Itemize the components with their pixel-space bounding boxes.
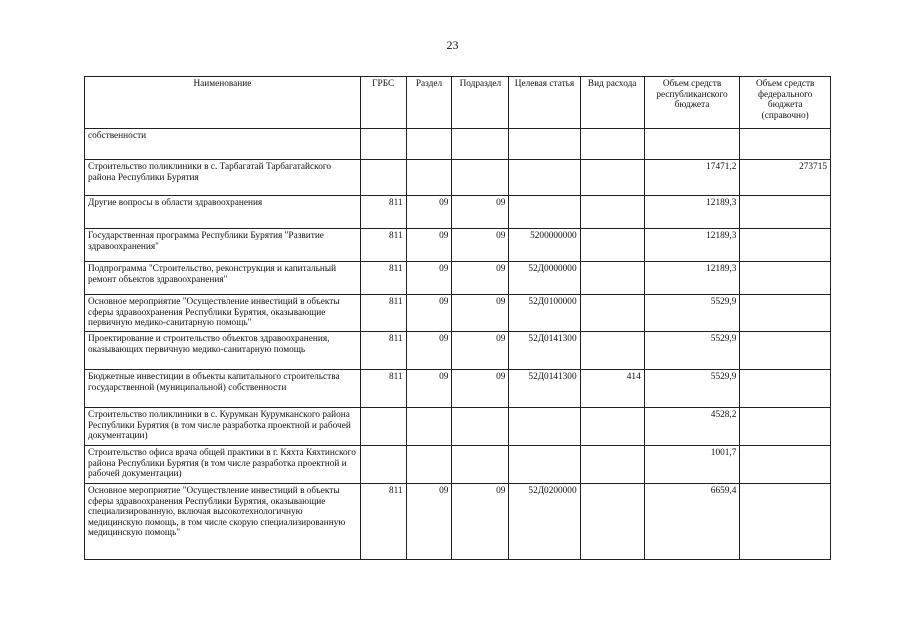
cell-target [509,196,580,229]
cell-name: Строительство поликлиники в с. Тарбагатай Тарбагатайского района Республики Бурятия [85,160,361,196]
table-row [85,370,831,408]
table-row [85,229,831,262]
cell-vid [580,129,644,160]
cell-grbs: 811 [360,196,406,229]
cell-podrazdel: 09 [452,484,509,560]
header-podrazdel: Подраздел [452,77,509,129]
cell-federal-budget [740,129,831,160]
header-vid: Вид расхода [580,77,644,129]
cell-podrazdel [452,129,509,160]
cell-federal-budget [740,484,831,560]
cell-name: Строительство офиса врача общей практики в г. Кяхта Кяхтинского района Республики Бурятия (в том числе разработка проектной и рабочей документации) [85,446,361,484]
table-row [85,160,831,196]
table-row [85,332,831,370]
cell-name: собственности [85,129,361,160]
cell-podrazdel: 09 [452,332,509,370]
page-number: 23 [446,38,459,52]
cell-razdel: 09 [406,262,452,295]
cell-republic-budget: 5529,9 [644,332,740,370]
cell-razdel: 09 [406,484,452,560]
table-row [85,196,831,229]
cell-podrazdel [452,160,509,196]
cell-podrazdel [452,408,509,446]
cell-grbs [360,408,406,446]
cell-podrazdel: 09 [452,370,509,408]
cell-grbs: 811 [360,332,406,370]
cell-republic-budget: 1001,7 [644,446,740,484]
cell-republic-budget: 12189,3 [644,196,740,229]
cell-vid [580,262,644,295]
cell-target: 52Д0200000 [509,484,580,560]
cell-federal-budget [740,370,831,408]
cell-grbs: 811 [360,295,406,332]
table-row [85,484,831,560]
cell-republic-budget: 4528,2 [644,408,740,446]
cell-federal-budget [740,262,831,295]
cell-razdel [406,446,452,484]
cell-vid [580,295,644,332]
cell-target: 52Д0000000 [509,262,580,295]
cell-grbs: 811 [360,229,406,262]
cell-vid [580,408,644,446]
cell-name: Государственная программа Республики Бурятия "Развитие здравоохранения" [85,229,361,262]
cell-podrazdel: 09 [452,295,509,332]
cell-name: Основное мероприятие "Осуществление инвестиций в объекты сферы здравоохранения Республики Бурятия, оказывающие специализированную, включая высокотехнологичную медицинскую помощь, в том числе скорую специализированную медицинскую помощь" [85,484,361,560]
cell-target: 52Д0141300 [509,370,580,408]
cell-vid [580,196,644,229]
cell-vid [580,446,644,484]
table-row [85,408,831,446]
cell-grbs [360,446,406,484]
cell-vid [580,484,644,560]
cell-target [509,129,580,160]
cell-grbs [360,129,406,160]
cell-name: Подпрограмма "Строительство, реконструкция и капитальный ремонт объектов здравоохранения" [85,262,361,295]
cell-federal-budget [740,332,831,370]
cell-target [509,446,580,484]
table-row [85,262,831,295]
cell-republic-budget: 12189,3 [644,262,740,295]
table-row [85,295,831,332]
header-republic-budget: Объем средств республиканского бюджета [644,77,740,129]
cell-target: 5200000000 [509,229,580,262]
header-razdel: Раздел [406,77,452,129]
cell-vid [580,229,644,262]
cell-podrazdel: 09 [452,196,509,229]
cell-razdel [406,408,452,446]
cell-razdel: 09 [406,196,452,229]
cell-grbs: 811 [360,484,406,560]
header-federal-budget: Объем средств федерального бюджета (справочно) [740,77,831,129]
cell-republic-budget [644,129,740,160]
cell-republic-budget: 17471,2 [644,160,740,196]
cell-razdel: 09 [406,332,452,370]
cell-grbs: 811 [360,262,406,295]
budget-table [84,76,831,560]
cell-name: Основное мероприятие "Осуществление инвестиций в объекты сферы здравоохранения Республики Бурятия, оказывающие первичную медико-санитарную помощь" [85,295,361,332]
cell-razdel: 09 [406,370,452,408]
cell-republic-budget: 5529,9 [644,295,740,332]
header-grbs: ГРБС [360,77,406,129]
cell-vid [580,332,644,370]
cell-republic-budget: 5529,9 [644,370,740,408]
table-row [85,129,831,160]
cell-grbs: 811 [360,370,406,408]
cell-vid [580,160,644,196]
cell-razdel: 09 [406,229,452,262]
cell-razdel [406,160,452,196]
header-target: Целевая статья [509,77,580,129]
cell-federal-budget: 273715 [740,160,831,196]
cell-grbs [360,160,406,196]
cell-target [509,160,580,196]
cell-name: Проектирование и строительство объектов здравоохранения, оказывающих первичную медико-санитарную помощь [85,332,361,370]
cell-razdel [406,129,452,160]
cell-name: Бюджетные инвестиции в объекты капитального строительства государственной (муниципальной) собственности [85,370,361,408]
header-name: Наименование [85,77,361,129]
cell-federal-budget [740,196,831,229]
cell-vid: 414 [580,370,644,408]
cell-razdel: 09 [406,295,452,332]
cell-republic-budget: 12189,3 [644,229,740,262]
cell-federal-budget [740,229,831,262]
cell-target [509,408,580,446]
cell-federal-budget [740,408,831,446]
cell-federal-budget [740,295,831,332]
cell-federal-budget [740,446,831,484]
cell-name: Другие вопросы в области здравоохранения [85,196,361,229]
cell-podrazdel: 09 [452,229,509,262]
cell-podrazdel [452,446,509,484]
cell-target: 52Д0100000 [509,295,580,332]
cell-republic-budget: 6659,4 [644,484,740,560]
cell-name: Строительство поликлиники в с. Курумкан Курумканского района Республики Бурятия (в том числе разработка проектной и рабочей документации) [85,408,361,446]
table-header-row [85,77,831,129]
cell-podrazdel: 09 [452,262,509,295]
cell-target: 52Д0141300 [509,332,580,370]
table-row [85,446,831,484]
